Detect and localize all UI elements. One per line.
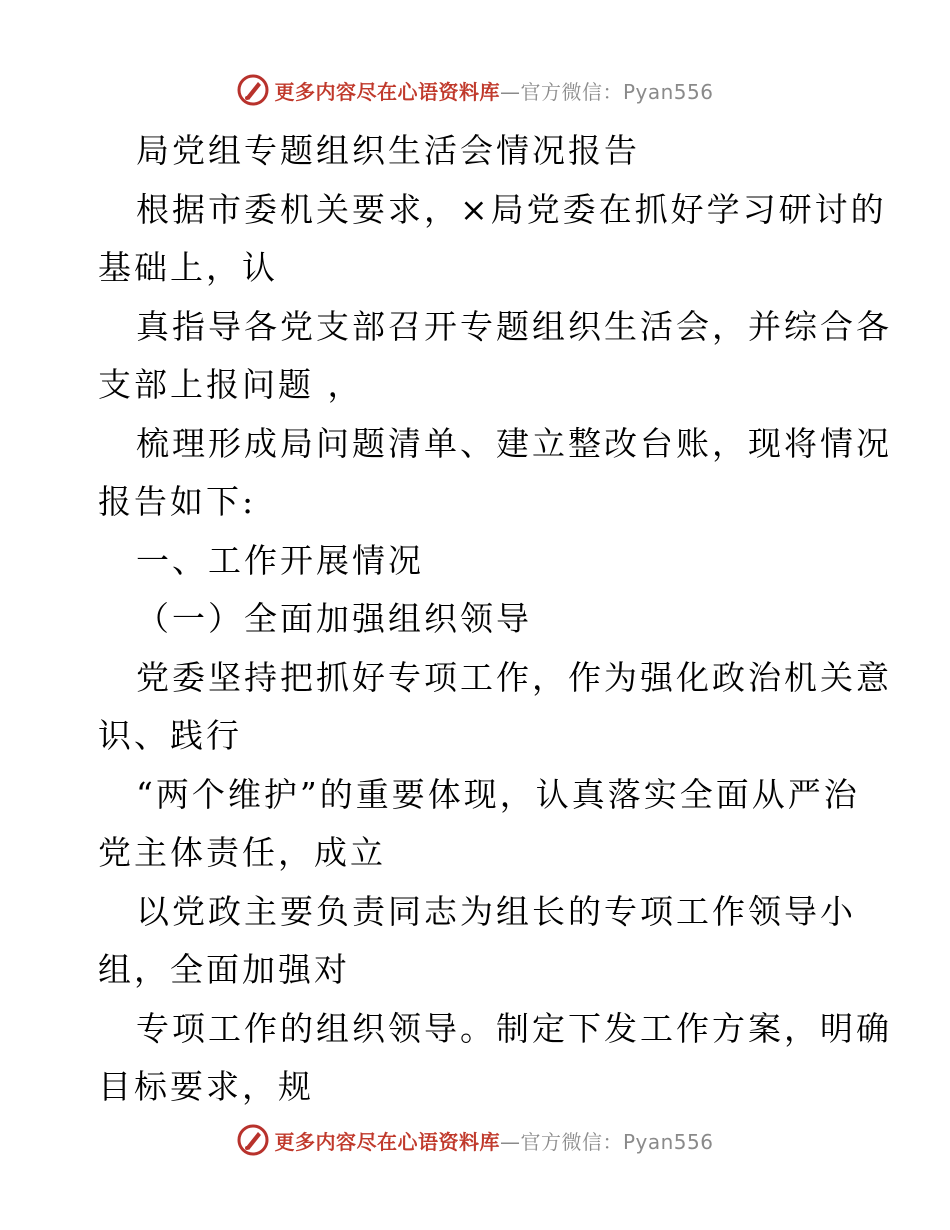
document-title: 局党组专题组织生活会情况报告 (136, 131, 640, 170)
paragraph-line: 支部上报问题 ， (98, 365, 364, 404)
paragraph-line: 党委坚持把抓好专项工作，作为强化政治机关意 (136, 657, 892, 697)
watermark-text (274, 76, 713, 105)
watermark-text (274, 1126, 713, 1155)
watermark-wechat-text: 官方微信：Pyan556 (520, 79, 714, 104)
paragraph-line: 目标要求，规 (98, 1067, 314, 1106)
document-body (98, 122, 892, 1117)
watermark-footer (0, 1120, 950, 1160)
paragraph-line: 专项工作的组织领导。制定下发工作方案，明确 (136, 1008, 892, 1048)
subsection-heading: （一）全面加强组织领导 (136, 599, 532, 638)
paragraph-line: “两个维护”的重要体现，认真落实全面从严治 (136, 774, 860, 814)
paragraph-line: 报告如下: (98, 482, 257, 521)
pen-circle-logo-icon (236, 73, 270, 107)
paragraph-line: 组，全面加强对 (98, 950, 350, 989)
pen-circle-logo-icon (236, 1123, 270, 1157)
paragraph-line: 真指导各党支部召开专题组织生活会，并综合各 (136, 306, 892, 346)
paragraph-line: 根据市委机关要求，×局党委在抓好学习研讨的 (136, 189, 887, 229)
watermark-dash: — (499, 79, 521, 104)
watermark-dash: — (499, 1129, 521, 1154)
watermark-header (0, 70, 950, 110)
section-heading: 一、工作开展情况 (136, 540, 424, 580)
paragraph-line: 识、践行 (98, 716, 242, 755)
watermark-site-text: 更多内容尽在心语资料库 (274, 79, 500, 104)
paragraph-line: 党主体责任，成立 (98, 833, 386, 872)
paragraph-line: 梳理形成局问题清单、建立整改台账，现将情况 (136, 423, 892, 463)
paragraph-line: 以党政主要负责同志为组长的专项工作领导小 (136, 891, 856, 931)
paragraph-line: 基础上，认 (98, 248, 278, 287)
watermark-wechat-text: 官方微信：Pyan556 (520, 1129, 714, 1154)
watermark-site-text: 更多内容尽在心语资料库 (274, 1129, 500, 1154)
